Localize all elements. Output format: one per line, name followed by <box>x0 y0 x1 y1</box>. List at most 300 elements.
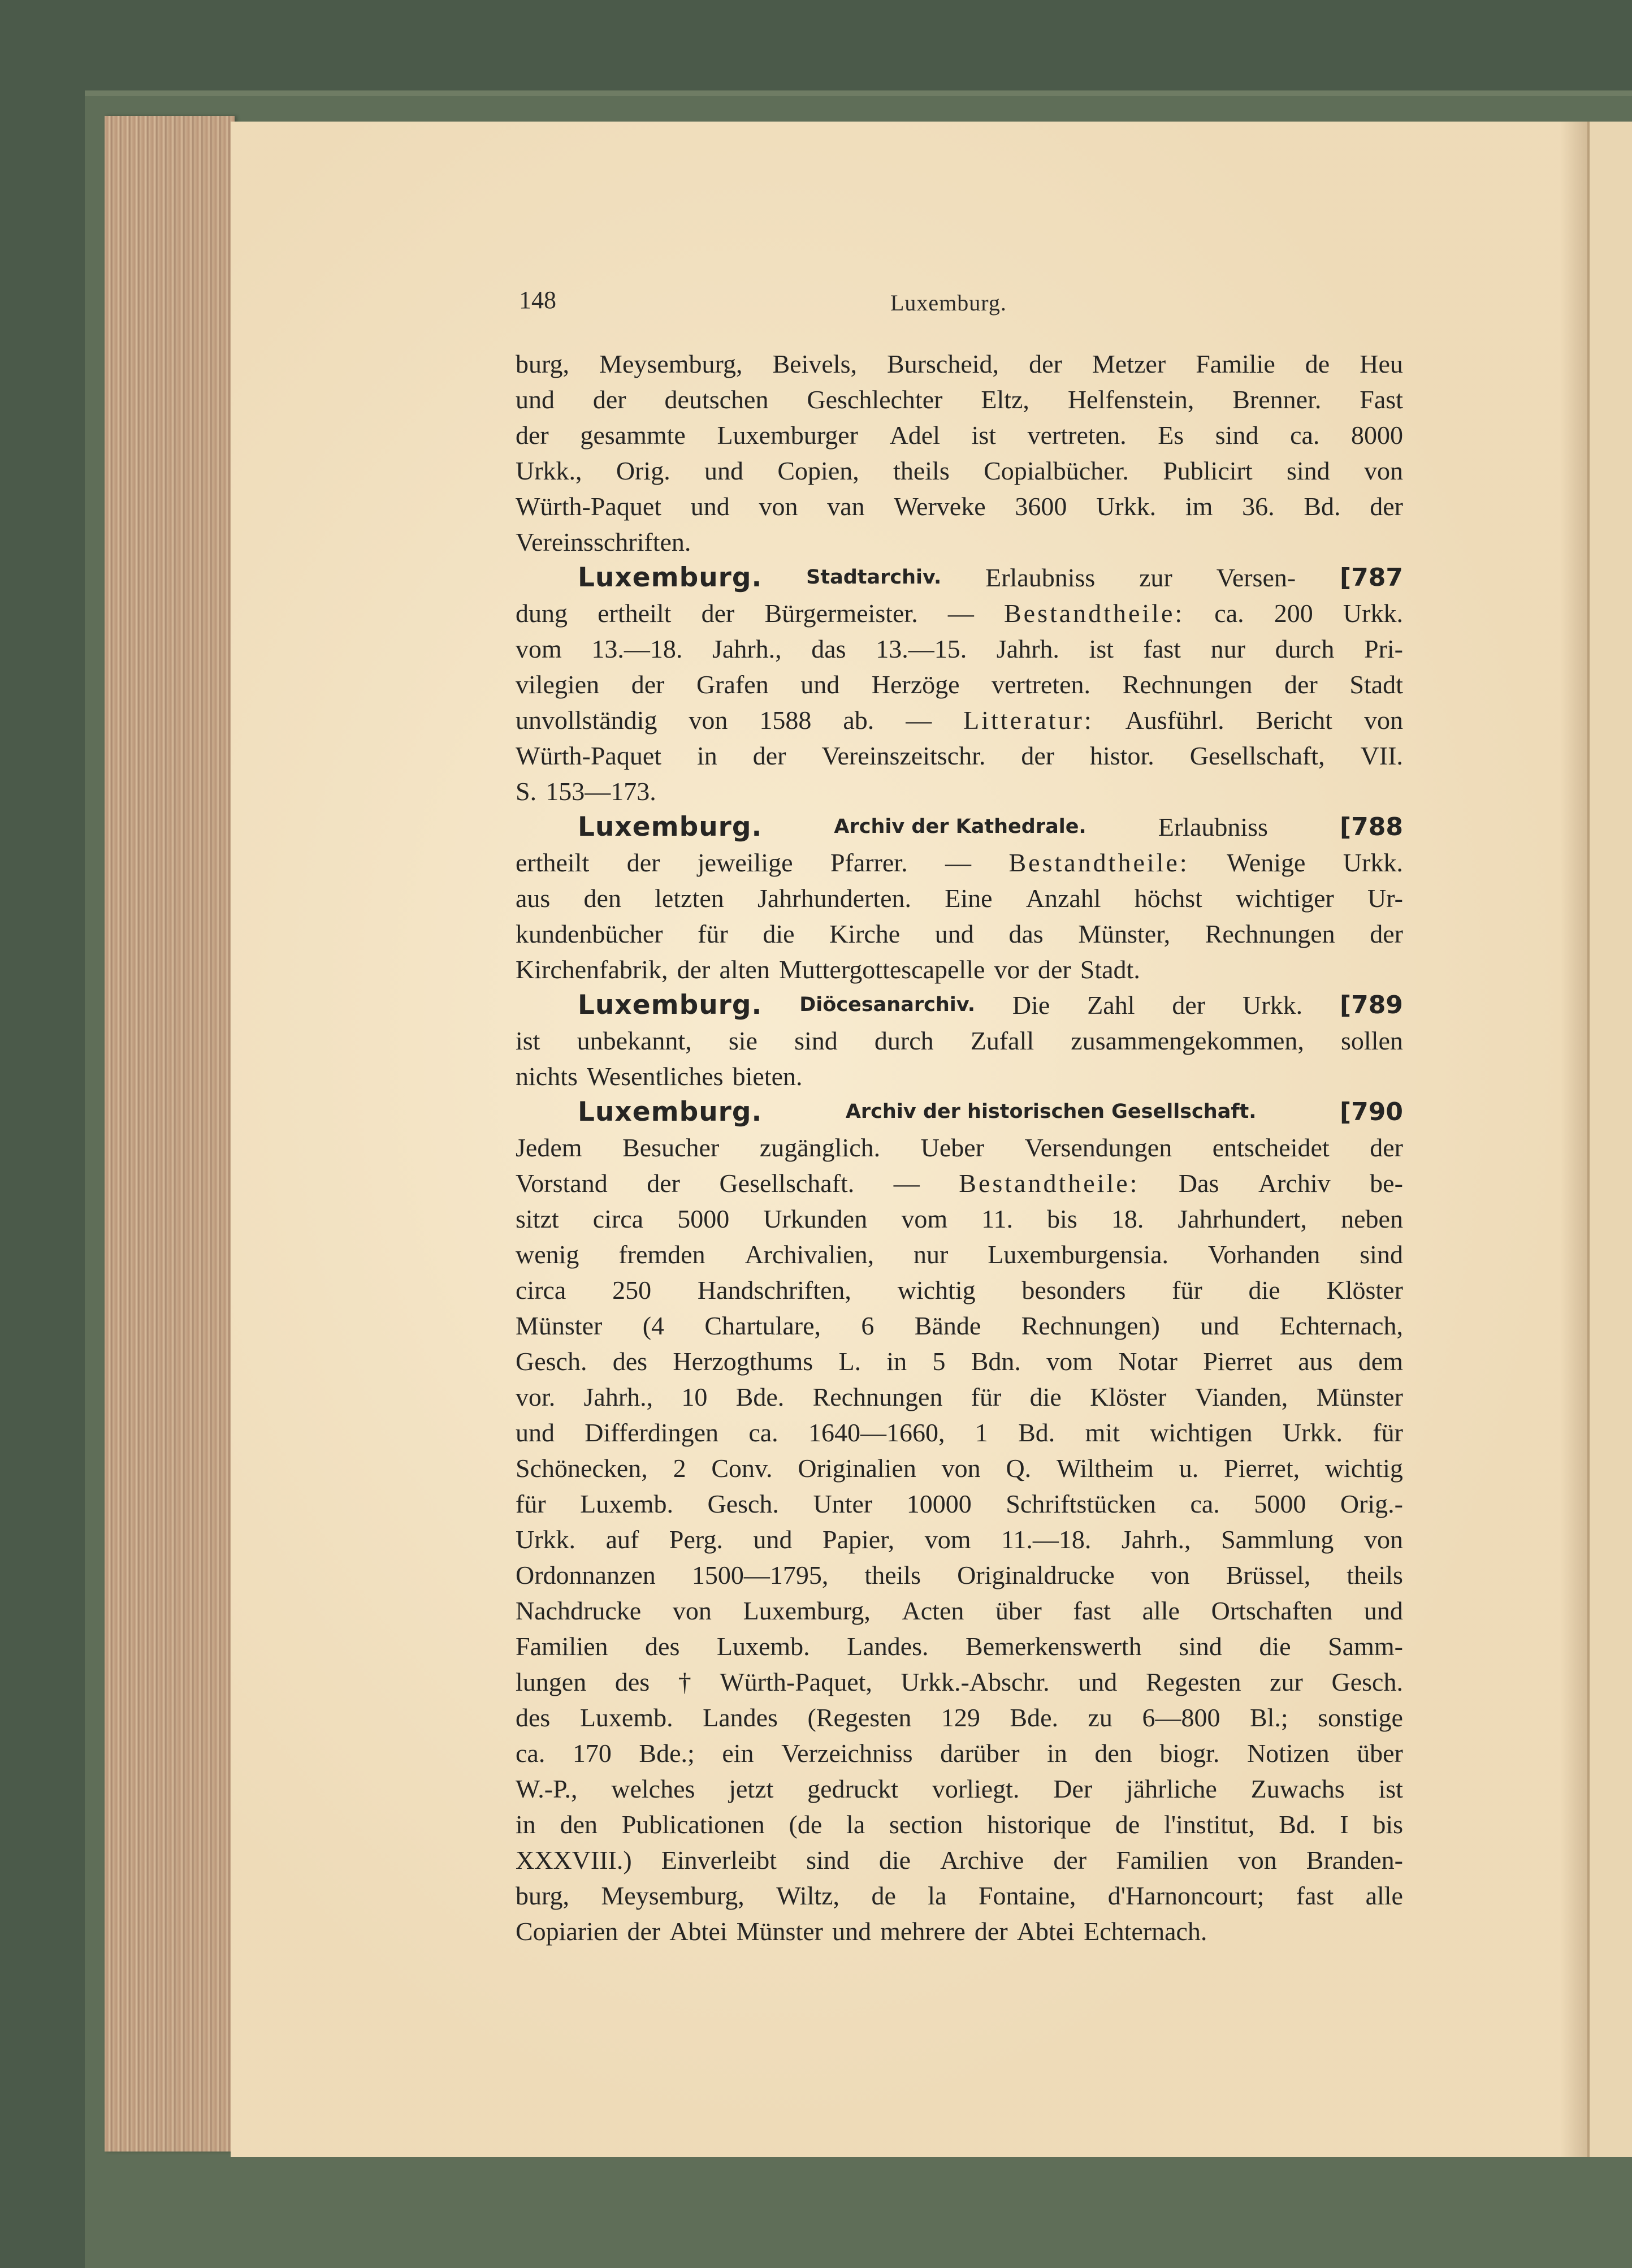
word: Bestandtheile: <box>959 1169 1140 1198</box>
word: Orig. <box>616 456 670 485</box>
word: und <box>516 385 555 414</box>
word: Vorhanden <box>1207 1240 1321 1269</box>
word: im <box>1185 492 1213 521</box>
continuation-line <box>516 453 1403 489</box>
entry-number: [788 <box>1340 813 1403 841</box>
word: aus <box>516 884 551 913</box>
word: Bd. <box>1018 1418 1055 1447</box>
word: — <box>906 706 932 735</box>
word: und <box>800 670 840 699</box>
word: biogr. <box>1159 1739 1220 1768</box>
word: Erlaubniss <box>1158 813 1268 841</box>
word: 11. <box>981 1204 1013 1233</box>
word: 36. <box>1242 492 1275 521</box>
archive-name: Diöcesanarchiv. <box>799 993 975 1016</box>
word: 13.—15. <box>876 634 967 663</box>
word: ist <box>1378 1774 1403 1803</box>
word: Archiv <box>1258 1169 1331 1198</box>
word: Grafen <box>696 670 769 699</box>
word: d'Harnoncourt; <box>1107 1881 1265 1910</box>
continuation-line <box>516 346 1403 382</box>
entry-line <box>516 667 1403 702</box>
word: deutschen <box>664 385 769 414</box>
word: Pierret, <box>1223 1454 1300 1483</box>
word: Luxemb. <box>716 1632 810 1661</box>
entry-line <box>516 1272 1403 1308</box>
word: Jahrhundert, <box>1178 1204 1308 1233</box>
word: la <box>928 1881 947 1910</box>
entry-line <box>516 1308 1403 1343</box>
word: Landes. <box>847 1632 929 1661</box>
word: Eine <box>945 884 993 913</box>
word: Kirche <box>829 919 901 948</box>
word: Bde. <box>1010 1703 1059 1732</box>
word: Originalien <box>798 1454 916 1483</box>
word: Fast <box>1360 385 1403 414</box>
word: Luxemburg, <box>743 1596 871 1625</box>
word: Eltz, <box>981 385 1029 414</box>
word: 11.—18. <box>1001 1525 1092 1554</box>
entry-line <box>516 916 1403 952</box>
continuation-line <box>516 417 1403 453</box>
word: Wesentliches <box>586 1062 724 1091</box>
entry-line <box>516 1343 1403 1379</box>
word: Jahrh., <box>1121 1525 1191 1554</box>
word: l'institut, <box>1164 1810 1255 1839</box>
word: Fontaine, <box>978 1881 1076 1910</box>
word: neben <box>1341 1204 1403 1233</box>
word: unvollständig <box>516 706 657 735</box>
archive-name: Stadtarchiv. <box>806 566 942 589</box>
word: Bestandtheile: <box>1008 848 1189 877</box>
word: der <box>1284 670 1318 699</box>
word: Urkk. <box>516 1525 576 1554</box>
word: 5 <box>932 1347 946 1376</box>
word: vom <box>901 1204 948 1233</box>
word: und <box>1200 1311 1240 1340</box>
word: der <box>974 1917 1008 1946</box>
entry-line <box>516 1450 1403 1486</box>
entry-number: [787 <box>1340 563 1403 592</box>
word: sie <box>728 1026 757 1055</box>
word: der <box>1037 955 1071 984</box>
word: vilegien <box>516 670 600 699</box>
word: circa <box>592 1204 644 1233</box>
word: des <box>645 1632 680 1661</box>
word: Münster, <box>1078 919 1171 948</box>
word: in <box>1047 1739 1067 1768</box>
word: Bände <box>914 1311 981 1340</box>
entry-line <box>516 1735 1403 1771</box>
word: 10 <box>681 1383 708 1411</box>
word: Klöster <box>1090 1383 1167 1411</box>
word: Jedem <box>516 1133 582 1162</box>
word: Pierret <box>1203 1347 1272 1376</box>
word: Meysemburg, <box>599 349 743 378</box>
entry-heading-line <box>516 560 1403 595</box>
word: Münster <box>516 1311 603 1340</box>
entry-number: [789 <box>1339 991 1403 1019</box>
word: wenig <box>516 1240 579 1269</box>
word: Herzöge <box>871 670 960 699</box>
word: Luxemburger <box>717 421 858 450</box>
word: alle <box>1365 1881 1403 1910</box>
word: fast <box>1073 1596 1111 1625</box>
word: bieten. <box>732 1062 803 1091</box>
word: über <box>1357 1739 1403 1768</box>
word: Bd. <box>1279 1810 1316 1839</box>
word: Anzahl <box>1025 884 1101 913</box>
word: 18. <box>1111 1204 1144 1233</box>
word: Familien <box>516 1632 608 1661</box>
word: sind <box>1179 1632 1222 1661</box>
word: Heu <box>1360 349 1403 378</box>
word: Sammlung <box>1221 1525 1334 1554</box>
word: Abtei <box>1016 1917 1075 1946</box>
word: Gesch. <box>1331 1667 1403 1696</box>
word: ertheilt <box>516 848 590 877</box>
continuation-line <box>516 382 1403 417</box>
word: Gesellschaft, <box>1189 741 1325 770</box>
word: Jahrh. <box>996 634 1059 663</box>
word: — <box>947 599 974 628</box>
word: alten <box>719 955 770 984</box>
word: für <box>1373 1418 1403 1447</box>
word: Notizen <box>1246 1739 1330 1768</box>
word: wichtiger <box>1236 884 1334 913</box>
entry-number: [790 <box>1340 1098 1403 1126</box>
word: de <box>1115 1810 1140 1839</box>
word: nichts <box>516 1062 578 1091</box>
word: Urkk. <box>1096 492 1157 521</box>
word: Burscheid, <box>887 349 999 378</box>
word: Chartulare, <box>704 1311 821 1340</box>
word: Adel <box>889 421 940 450</box>
entry-heading-line <box>516 987 1403 1023</box>
word: Luxemb. <box>580 1489 673 1518</box>
entry-line <box>516 880 1403 916</box>
word: sitzt <box>516 1204 559 1233</box>
word: Familie <box>1196 349 1275 378</box>
entry-heading-line <box>516 809 1403 845</box>
word: der <box>752 741 786 770</box>
word: u. <box>1179 1454 1199 1483</box>
word: Bde. <box>735 1383 785 1411</box>
word: Samm- <box>1328 1632 1403 1661</box>
word: und <box>704 456 744 485</box>
word: von <box>1150 1561 1190 1589</box>
word: Echternach, <box>1279 1311 1403 1340</box>
word: durch <box>1275 634 1335 663</box>
word: Beivels, <box>772 349 857 378</box>
word: Urkk. <box>1343 848 1403 877</box>
word: Conv. <box>711 1454 773 1483</box>
word: besonders <box>1021 1276 1126 1304</box>
word: Jahrh., <box>712 634 782 663</box>
entry-line <box>516 845 1403 880</box>
word: sollen <box>1341 1026 1403 1055</box>
word: ca. <box>1290 421 1320 450</box>
word: die <box>1259 1632 1291 1661</box>
word: la <box>846 1810 865 1839</box>
word: Bdn. <box>971 1347 1021 1376</box>
word: und <box>934 919 974 948</box>
word: von <box>759 492 798 521</box>
word: von <box>672 1596 712 1625</box>
entry-line <box>516 1771 1403 1807</box>
word: W.-P., <box>516 1774 578 1803</box>
word: ist <box>971 421 997 450</box>
word: zugänglich. <box>759 1133 881 1162</box>
entry-line <box>516 1201 1403 1237</box>
word: Stadt <box>1349 670 1403 699</box>
word: fast <box>1143 634 1181 663</box>
word: ertheilt <box>598 599 672 628</box>
word: Helfenstein, <box>1067 385 1194 414</box>
word: Rechnungen <box>1122 670 1253 699</box>
entry-line <box>516 1059 1403 1094</box>
word: Vereinszeitschr. <box>821 741 986 770</box>
word: dem <box>1358 1347 1403 1376</box>
word: die <box>878 1846 911 1874</box>
word: der <box>1370 919 1403 948</box>
word: für <box>698 919 728 948</box>
word: Münster <box>736 1917 823 1946</box>
word: XXXVIII.) <box>516 1846 632 1874</box>
word: Zuwachs <box>1250 1774 1345 1803</box>
word: Ausführl. <box>1125 706 1224 735</box>
entry-line <box>516 631 1403 667</box>
word: den <box>1094 1739 1132 1768</box>
word: Landes <box>703 1703 778 1732</box>
word: 170 <box>572 1739 612 1768</box>
word: Würth-Paquet <box>516 492 662 521</box>
word: — <box>893 1169 920 1198</box>
word: vertreten. <box>1027 421 1127 450</box>
word: der <box>627 1917 661 1946</box>
entry-line <box>516 1807 1403 1842</box>
word: Q. <box>1006 1454 1032 1483</box>
word: Bestandtheile: <box>1004 599 1185 628</box>
word: und <box>832 1917 872 1946</box>
word: des <box>516 1703 551 1732</box>
word: aus <box>1298 1347 1333 1376</box>
word: Pri- <box>1363 634 1403 663</box>
word: 6 <box>861 1311 875 1340</box>
word: Ur- <box>1367 884 1403 913</box>
word: Zahl <box>1087 991 1135 1019</box>
running-head: Luxemburg. <box>890 290 1007 316</box>
word: jeweilige <box>697 848 793 877</box>
word: Urkk., <box>516 456 582 485</box>
word: 2 <box>673 1454 686 1483</box>
word: höchst <box>1134 884 1202 913</box>
entry-line <box>516 595 1403 631</box>
archive-name: Archiv der historischen Gesellschaft. <box>845 1100 1257 1123</box>
word: vor <box>994 955 1029 984</box>
entry-headword: Luxemburg. <box>578 562 763 593</box>
word: unbekannt, <box>577 1026 692 1055</box>
word: Einverleibt <box>661 1846 777 1874</box>
word: Stadt. <box>1080 955 1140 984</box>
word: bis <box>1373 1810 1403 1839</box>
word: der <box>1021 741 1055 770</box>
word: Familien <box>1116 1846 1209 1874</box>
word: Der <box>1053 1774 1093 1803</box>
word: Luxemburgensia. <box>988 1240 1169 1269</box>
word: Copien, <box>777 456 859 485</box>
word: Perg. <box>669 1525 723 1554</box>
entry-headword: Luxemburg. <box>578 1096 763 1127</box>
word: wichtig <box>1324 1454 1403 1483</box>
page-edges <box>105 116 235 2152</box>
word: Klöster <box>1326 1276 1403 1304</box>
word: Kirchenfabrik, <box>516 955 668 984</box>
word: für <box>1172 1276 1202 1304</box>
word: der <box>1053 1846 1087 1874</box>
word: de <box>1305 349 1330 378</box>
word: Pfarrer. <box>830 848 908 877</box>
word: den <box>560 1810 598 1839</box>
word: für <box>516 1489 546 1518</box>
word: burg, <box>516 1881 569 1910</box>
word: der <box>626 848 660 877</box>
word: Ortschaften <box>1211 1596 1333 1625</box>
entry-line <box>516 1130 1403 1165</box>
word: Vereinsschriften. <box>516 528 691 556</box>
word: Urkunden <box>763 1204 868 1233</box>
word: Muttergottescapelle <box>778 955 985 984</box>
entry-line <box>516 1628 1403 1664</box>
word: 13.—18. <box>591 634 683 663</box>
word: Abtei <box>669 1917 728 1946</box>
entry-line <box>516 1664 1403 1700</box>
word: Bde.; <box>639 1739 695 1768</box>
word: der <box>677 955 711 984</box>
word: vorliegt. <box>932 1774 1020 1803</box>
word: 8000 <box>1351 421 1403 450</box>
word: be- <box>1370 1169 1403 1198</box>
continuation-line <box>516 524 1403 560</box>
word: von <box>1363 456 1403 485</box>
word: Es <box>1158 421 1184 450</box>
word: lungen <box>516 1667 587 1696</box>
word: 200 <box>1274 599 1313 628</box>
word: sind <box>806 1846 850 1874</box>
word: jährliche <box>1125 1774 1217 1803</box>
word: Urkk.-Abschr. <box>901 1667 1050 1696</box>
word: vom <box>516 634 562 663</box>
word: 1640—1660, <box>808 1418 945 1447</box>
word: Jahrh., <box>583 1383 653 1411</box>
next-page-edge <box>1587 122 1632 2157</box>
word: mehrere <box>880 1917 966 1946</box>
word: Archivalien, <box>744 1240 875 1269</box>
word: und <box>516 1418 555 1447</box>
word: über <box>995 1596 1042 1625</box>
word: wichtigen <box>1150 1418 1253 1447</box>
word: † <box>678 1667 691 1696</box>
word: von <box>1363 1525 1403 1554</box>
word: Echternach. <box>1084 1917 1207 1946</box>
word: Herzogthums <box>673 1347 813 1376</box>
word: Papier, <box>822 1525 895 1554</box>
word: sind <box>1286 456 1330 485</box>
word: Brenner. <box>1232 385 1322 414</box>
word: 1 <box>975 1418 988 1447</box>
word: und <box>1078 1667 1118 1696</box>
word: nur <box>914 1240 949 1269</box>
continuation-line <box>516 489 1403 524</box>
word: und <box>690 492 730 521</box>
word: ca. <box>1214 599 1244 628</box>
word: Wiltz, <box>776 1881 840 1910</box>
word: Wiltheim <box>1056 1454 1154 1483</box>
word: in <box>516 1810 536 1839</box>
entry-line <box>516 1165 1403 1201</box>
word: Wenige <box>1227 848 1306 877</box>
word: für <box>971 1383 1002 1411</box>
word: Urkk. <box>1343 599 1403 628</box>
word: die <box>763 919 795 948</box>
word: 5000 <box>677 1204 730 1233</box>
word: kundenbücher <box>516 919 663 948</box>
word: wichtig <box>897 1276 976 1304</box>
word: sonstige <box>1318 1703 1403 1732</box>
word: S. <box>516 777 537 806</box>
entry-line <box>516 702 1403 738</box>
word: Ordonnanzen <box>516 1561 656 1589</box>
word: fremden <box>618 1240 705 1269</box>
word: ist <box>516 1026 540 1055</box>
page-text <box>516 346 1403 1949</box>
word: ca. <box>748 1418 778 1447</box>
word: Schriftstücken <box>1006 1489 1156 1518</box>
word: der <box>1172 991 1206 1019</box>
word: histor. <box>1090 741 1154 770</box>
word: der <box>1370 1133 1403 1162</box>
word: Bemerkenswerth <box>966 1632 1142 1661</box>
word: Besucher <box>622 1133 720 1162</box>
word: VII. <box>1360 741 1403 770</box>
entry-heading-line <box>516 1094 1403 1130</box>
word: ein <box>722 1739 754 1768</box>
word: Urkk. <box>1282 1418 1343 1447</box>
word: die <box>1029 1383 1062 1411</box>
word: Copialbücher. <box>984 456 1129 485</box>
word: vor. <box>516 1383 556 1411</box>
word: Rechnungen <box>1205 919 1335 948</box>
entry-line <box>516 1913 1403 1949</box>
word: das <box>1008 919 1044 948</box>
word: Differdingen <box>585 1418 719 1447</box>
word: ab. <box>843 706 875 735</box>
word: Brüssel, <box>1226 1561 1311 1589</box>
word: fast <box>1296 1881 1334 1910</box>
word: Luxemb. <box>579 1703 673 1732</box>
word: theils <box>893 456 950 485</box>
word: Litteratur: <box>963 706 1094 735</box>
word: Rechnungen) <box>1021 1311 1160 1340</box>
word: zur <box>1270 1667 1303 1696</box>
word: Copiarien <box>516 1917 618 1946</box>
word: 1500—1795, <box>691 1561 829 1589</box>
word: ist <box>1089 634 1114 663</box>
word: (4 <box>642 1311 665 1340</box>
entry-line <box>516 1700 1403 1735</box>
word: de <box>871 1881 896 1910</box>
word: der <box>647 1169 680 1198</box>
